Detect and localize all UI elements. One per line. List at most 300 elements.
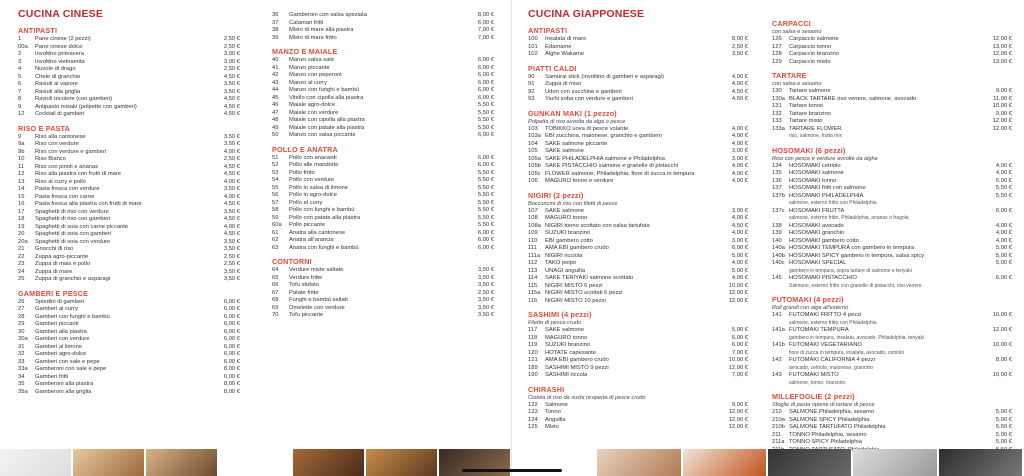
item-number: 139	[772, 230, 782, 236]
item-price: 3,50 €	[223, 186, 240, 192]
item-number: 40	[272, 57, 279, 63]
section-heading: CARPACCI	[772, 19, 812, 28]
item-name: SAKE salmone	[545, 148, 584, 154]
item-price: 4,50 €	[223, 111, 240, 117]
menu-item	[272, 110, 494, 118]
item-price: 12,00 €	[728, 409, 748, 415]
item-name: Tofu piccante	[289, 312, 324, 318]
item-name: Spaghetti di soia con verdure	[35, 238, 111, 245]
item-number: 13	[18, 178, 25, 185]
item-price: 12,00 €	[728, 364, 748, 371]
item-name: Chele di granchio	[35, 73, 81, 80]
item-price: 8,00 €	[731, 36, 748, 42]
item-name: HOSOMAKI gambero cotto	[789, 237, 859, 244]
item-name: NIGIRI MISTO scottati 6 pezzi	[545, 290, 623, 296]
item-number: 26	[18, 298, 25, 305]
food-photo	[146, 449, 217, 476]
item-name: Tartare misto	[789, 118, 823, 124]
menu-item	[528, 335, 748, 343]
item-name: NIGIRI ricciola	[545, 252, 583, 259]
menu-item	[528, 253, 748, 261]
section-heading: FUTOMAKI (4 pezzi)	[772, 295, 844, 304]
item-number: 21	[18, 246, 25, 252]
item-name: Patate fritte	[289, 289, 319, 296]
item-name: Ravioli tricolore (con gamberi)	[35, 96, 112, 102]
item-number: 141b	[772, 342, 785, 348]
item-number: 62	[272, 237, 279, 243]
item-number: 115	[528, 282, 538, 289]
item-number: 105b	[528, 163, 541, 169]
item-price: 4,00 €	[731, 260, 748, 266]
item-price: 3,50 €	[223, 246, 240, 252]
menu-item	[528, 126, 748, 134]
item-number: 50	[272, 132, 279, 138]
item-price: 4,00 €	[223, 148, 240, 155]
item-name: Carpaccio tonno	[789, 43, 832, 50]
item-name: Gamberi fritti	[35, 373, 69, 380]
item-price: 5,00 €	[995, 252, 1012, 259]
item-number: 125	[528, 424, 538, 430]
menu-item	[528, 44, 748, 52]
item-number: 102	[528, 51, 538, 57]
item-number: 9	[18, 103, 22, 110]
menu-item	[528, 327, 748, 335]
item-price: 4,00 €	[995, 222, 1012, 229]
menu-item	[772, 275, 1012, 283]
menu-item	[272, 27, 494, 35]
item-name: Maiale con verdure	[289, 109, 339, 116]
item-price: 5,50 €	[477, 169, 494, 176]
item-price: 5,50 €	[477, 184, 494, 191]
menu-item	[18, 224, 240, 232]
item-price: 4,50 €	[223, 216, 240, 222]
item-name: Pane cinese (2 pezzi)	[35, 36, 91, 42]
menu-item	[18, 141, 240, 149]
menu-item	[528, 89, 748, 97]
item-name: HOSOMAKI salmone	[789, 170, 844, 176]
menu-item	[18, 209, 240, 217]
item-name: Carpaccio branzino	[789, 51, 839, 57]
menu-item	[772, 409, 1012, 417]
item-number: 140a	[772, 245, 785, 251]
menu-item	[528, 215, 748, 223]
item-price: 6,00 €	[477, 154, 494, 161]
item-price: 6,00 €	[223, 358, 240, 365]
item-price: 12,00 €	[728, 297, 748, 304]
item-price: 9,00 €	[731, 401, 748, 408]
item-number: 103a	[528, 133, 541, 139]
menu-item	[18, 374, 240, 382]
item-number: 134	[772, 162, 782, 169]
item-price: 11,00 €	[993, 95, 1012, 102]
item-number: 141	[772, 312, 782, 318]
item-name: SALMONE SPICY Philadelphia	[789, 416, 870, 423]
menu-item	[528, 36, 748, 44]
item-name: Riso Bianco	[35, 156, 66, 162]
item-price: 7,00 €	[731, 372, 748, 378]
item-price: 5,50 €	[477, 177, 494, 183]
item-name: Involtino vietnamita	[35, 58, 85, 65]
item-name: Riso con verdure e gamberi	[35, 148, 107, 155]
menu-item	[18, 81, 240, 89]
item-price: 12,00 €	[992, 118, 1012, 124]
section-subtitle: Polpetta di riso avvolta da alga o pesce	[528, 118, 626, 125]
menu-item	[528, 260, 748, 268]
item-price: 5,50 €	[995, 424, 1012, 430]
item-number: 130	[772, 88, 782, 94]
item-name: HOSOMAKI PISTACCHIO	[789, 275, 857, 281]
item-price: 3,50 €	[223, 133, 240, 140]
item-number: 20	[18, 231, 25, 237]
item-name: Riso con verdure	[35, 141, 79, 147]
item-number: 211a	[772, 439, 785, 445]
item-name: Gamberi con sale e pepe	[35, 358, 100, 365]
item-name: Verdure fritte	[289, 274, 323, 281]
food-photo	[219, 449, 290, 476]
menu-item	[528, 96, 748, 104]
item-name: Zuppa di mare	[35, 268, 73, 275]
menu-item	[272, 162, 494, 170]
item-price: 4,00 €	[731, 275, 748, 281]
item-price: 4,00 €	[995, 230, 1012, 236]
item-number: 63	[272, 244, 279, 251]
food-photo	[73, 449, 144, 476]
item-number: 56	[272, 192, 279, 198]
menu-item	[272, 290, 494, 298]
item-number: 90	[528, 73, 535, 80]
item-price: 4,50 €	[223, 163, 240, 170]
item-price: 2,50 €	[223, 43, 240, 50]
item-price: 4,00 €	[223, 193, 240, 200]
item-price: 5,00 €	[995, 245, 1012, 251]
menu-item	[18, 44, 240, 52]
item-number: 211	[772, 431, 782, 438]
item-price: 7,00 €	[731, 349, 748, 356]
section-subtitle: con salsa e sesamo	[772, 81, 822, 87]
item-number: 70	[272, 312, 279, 318]
item-price: 3,50 €	[223, 276, 240, 282]
item-name: gambero in tempura, insalata, avocado, Philadelphia, teriyaki	[789, 334, 925, 341]
menu-item	[772, 372, 1012, 380]
item-number: 59	[272, 214, 279, 221]
item-number: 67	[272, 289, 279, 296]
section-subtitle: Riso con pesce e verdure avvolte da alghe	[772, 155, 878, 162]
item-price: 3,50 €	[477, 267, 494, 273]
item-number: 141a	[772, 327, 785, 333]
menu-item	[528, 74, 748, 82]
item-price: 6,00 €	[477, 79, 494, 86]
item-name: Pollo con anacardi	[289, 154, 337, 161]
item-number: 68	[272, 297, 279, 303]
item-name: Zuppa di granchio e asparagi	[35, 276, 111, 282]
section-heading: CONTORNI	[272, 257, 312, 266]
menu-item	[528, 156, 748, 164]
item-price: 9,00 €	[995, 110, 1012, 117]
item-name: salmone, esterno fritto con Philadelphia	[789, 319, 877, 326]
item-number: 12	[18, 171, 25, 177]
item-price: 5,50 €	[477, 124, 494, 131]
item-name: Pollo fritto	[289, 169, 315, 176]
item-name: HOSOMAKI FRUTTA	[789, 207, 845, 214]
item-number: 47	[272, 109, 279, 116]
menu-column-chinese-2	[272, 12, 494, 320]
menu-item	[272, 237, 494, 245]
item-number: 6	[18, 81, 22, 87]
item-name: Anatra con funghi e bambù	[289, 244, 359, 251]
item-number: 35a	[18, 388, 28, 395]
item-price: 6,00 €	[477, 162, 494, 168]
item-name: FUTOMAKI CALIFORNIA 4 pezzi	[789, 357, 875, 363]
item-price: 6,00 €	[477, 64, 494, 71]
item-number: 101	[528, 43, 538, 50]
item-price: 7,00 €	[477, 34, 494, 41]
item-price: 5,50 €	[477, 109, 494, 116]
item-name: Riso con pinoli e ananas	[35, 163, 99, 170]
item-price: 6,00 €	[477, 94, 494, 101]
menu-item	[772, 432, 1012, 440]
item-name: Pane cinese dolce	[35, 43, 83, 50]
item-price: 6,00 €	[223, 373, 240, 380]
menu-item	[272, 305, 494, 313]
menu-item	[18, 134, 240, 142]
menu-item	[18, 336, 240, 344]
menu-item	[18, 246, 240, 254]
item-number: 3	[18, 58, 22, 65]
item-number: 31	[18, 343, 25, 350]
item-price: 2,50 €	[223, 36, 240, 42]
item-name: Calamari fritti	[289, 19, 324, 26]
item-price: 12,00 €	[728, 424, 748, 430]
item-name: Tonno	[545, 409, 561, 415]
item-number: 36	[272, 12, 279, 18]
page-title: CUCINA CINESE	[18, 8, 104, 20]
menu-item	[272, 132, 494, 140]
item-name: SAKE salmone	[545, 207, 584, 214]
item-number: 127	[772, 43, 782, 50]
item-name: MAGURO tonno e verdure	[545, 178, 614, 184]
item-price: 10,00 €	[992, 312, 1012, 318]
item-number: 29	[18, 321, 25, 327]
menu-item	[18, 299, 240, 307]
item-name: Tartare branzino	[789, 110, 831, 117]
food-photo-strip	[0, 449, 512, 476]
section-heading: MILLEFOGLIE (2 pezzi)	[772, 392, 855, 401]
menu-column-chinese-1	[18, 8, 240, 396]
menu-item	[18, 171, 240, 179]
menu-item	[528, 283, 748, 291]
item-name: gambero in tempura, sopra tartare di salmone e teriyaki	[789, 267, 912, 274]
menu-item	[528, 275, 748, 283]
item-number: 42	[272, 72, 279, 78]
item-name: Spaghetti di soia con gamberi	[35, 231, 112, 237]
item-price: 10,00 €	[728, 282, 748, 289]
item-name: AMA EBI gambero crudo	[545, 245, 609, 251]
menu-item	[272, 20, 494, 28]
item-number: 140b	[772, 252, 785, 259]
menu-item	[18, 74, 240, 82]
item-name: Ravioli al vapore	[35, 81, 78, 87]
item-number: 43	[272, 79, 279, 86]
item-number: 69	[272, 304, 279, 311]
item-price: 4,50 €	[223, 73, 240, 80]
food-photo-strip	[512, 449, 1024, 476]
item-price: 8,00 €	[223, 366, 240, 372]
menu-item	[18, 216, 240, 224]
menu-item	[18, 149, 240, 157]
item-number: 189	[528, 364, 538, 371]
item-number: 58	[272, 207, 279, 213]
item-name: Pasta fresca con carne	[35, 193, 95, 200]
item-price: 3,50 €	[477, 304, 494, 311]
menu-item	[272, 215, 494, 223]
menu-item	[772, 170, 1012, 178]
item-number: 45	[272, 94, 279, 101]
item-number: 210a	[772, 416, 785, 423]
menu-item	[18, 111, 240, 119]
item-price: 6,00 €	[477, 237, 494, 243]
menu-item	[272, 95, 494, 103]
item-number: 115a	[528, 290, 541, 296]
item-number: 37	[272, 19, 279, 26]
menu-item	[528, 171, 748, 179]
item-name: Pasta fresca alla piastra con frutti di mare	[35, 201, 142, 207]
item-price: 4,00 €	[731, 125, 748, 132]
item-price: 3,50 €	[477, 282, 494, 288]
menu-item	[528, 245, 748, 253]
menu-item	[528, 230, 748, 238]
item-name: Alghe Wakame	[545, 51, 585, 57]
item-number: 66	[272, 282, 279, 288]
item-name: TONNO Philadelphia, sesamo	[789, 431, 867, 438]
item-name: SUZUKI branzino	[545, 230, 591, 236]
item-name: SAKE TERIYAKI salmone scottato	[545, 275, 634, 281]
item-number: 123	[528, 409, 538, 415]
item-number: 55	[272, 184, 279, 191]
menu-item-description	[772, 268, 1012, 276]
item-price: 5,50 €	[477, 199, 494, 206]
section-heading: PIATTI CALDI	[528, 63, 577, 73]
item-name: fiore di zucca in tempura, insalata, avocado, cetriolo	[789, 349, 905, 356]
item-price: 4,50 €	[223, 201, 240, 207]
menu-column-japanese-1	[528, 8, 748, 432]
item-number: 133	[772, 118, 782, 124]
item-price: 6,00 €	[223, 343, 240, 350]
item-name: Gnocchi di riso	[35, 246, 74, 252]
item-name: Verdure miste saltate	[289, 267, 344, 273]
item-number: 38	[272, 27, 279, 33]
item-price: 12,00 €	[728, 416, 748, 423]
item-price: 5,50 €	[995, 185, 1012, 191]
item-price: 4,00 €	[731, 230, 748, 236]
item-name: Manzo con funghi e bambù	[289, 87, 359, 93]
item-number: 1	[18, 36, 22, 42]
item-name: salmone, esterno fritto, Philadelphia, ananas o fragola	[789, 215, 909, 221]
menu-item	[528, 372, 748, 380]
item-name: Yachi soba con verdure e gamberi	[545, 96, 633, 102]
section-heading: ANTIPASTI	[528, 26, 568, 35]
item-name: TOBIKKO uova di pesce volante	[545, 125, 629, 132]
horizontal-scrollbar[interactable]	[462, 469, 562, 472]
item-number: 132	[772, 110, 782, 117]
item-name: Pollo in salsa di limone	[289, 184, 348, 191]
item-price: 5,50 €	[477, 117, 494, 123]
item-number: 133a	[772, 125, 785, 132]
item-price: 5,00 €	[731, 267, 748, 274]
item-number: 131	[772, 103, 782, 109]
item-number: 19	[18, 223, 25, 230]
menu-item-description	[772, 215, 1012, 223]
item-name: NIGIRI MISTO 6 pezzi	[545, 282, 603, 289]
menu-item	[272, 267, 494, 275]
item-name: HOSOMAKI SPECIAL	[789, 260, 847, 266]
item-number: 52	[272, 162, 279, 168]
menu-item	[272, 87, 494, 95]
item-name: Samurai stick (involtino di gamberi e asparagi)	[545, 73, 664, 80]
item-number: 41	[272, 64, 279, 71]
food-photo	[683, 449, 766, 476]
item-number: 137b	[772, 192, 785, 199]
item-number: 145	[772, 275, 782, 281]
item-name: NIGIRI tonno scottato con salsa tartufata	[545, 222, 650, 229]
item-price: 5,00 €	[995, 177, 1012, 184]
item-name: Spaghetti di riso con verdure	[35, 208, 109, 215]
item-number: 33	[18, 358, 25, 365]
section-heading: NIGIRI (2 pezzi)	[528, 190, 584, 200]
menu-item	[18, 344, 240, 352]
item-price: 10,00 €	[992, 103, 1012, 109]
menu-item	[272, 192, 494, 200]
menu-item	[772, 357, 1012, 365]
item-name: FUTOMAKI FRITTO 4 pezzi	[789, 312, 862, 318]
menu-item-description	[772, 335, 1012, 343]
item-price: 5,50 €	[477, 214, 494, 221]
item-number: 109	[528, 230, 538, 236]
item-number: 46	[272, 102, 279, 108]
item-number: 18	[18, 216, 25, 222]
section-heading: CHIRASHI	[528, 384, 565, 394]
menu-item	[272, 207, 494, 215]
menu-item	[772, 230, 1012, 238]
item-price: 5,00 €	[731, 252, 748, 259]
menu-item	[18, 261, 240, 269]
menu-item	[18, 366, 240, 374]
item-price: 3,00 €	[731, 207, 748, 214]
item-price: 6,00 €	[477, 132, 494, 138]
item-name: Pollo con verdure	[289, 177, 335, 183]
item-name: Gamberoni con sale e pepe	[35, 366, 107, 372]
food-photo	[597, 449, 680, 476]
item-number: 9	[18, 133, 22, 140]
item-name: Tartare salmone	[789, 88, 831, 94]
item-name: Maiale agro-dolce	[289, 102, 336, 108]
item-name: Nuvole di drago	[35, 66, 76, 72]
section-heading: GUNKAN MAKI (1 pezzo)	[528, 108, 617, 118]
item-price: 5,00 €	[995, 409, 1012, 415]
item-price: 2,50 €	[477, 289, 494, 296]
item-name: FUTOMAKI TEMPURA	[789, 327, 849, 333]
item-number: 140c	[772, 260, 785, 266]
food-photo	[293, 449, 364, 476]
item-number: 106	[528, 178, 538, 184]
item-name: AMA EBI gambero crudo	[545, 357, 609, 363]
item-price: 3,50 €	[223, 238, 240, 245]
item-number: 4	[18, 66, 22, 72]
item-price: 6,00 €	[995, 207, 1012, 214]
item-number: 51	[272, 154, 279, 161]
item-name: SALMONE TARTUFATO Philadelphia	[789, 424, 886, 430]
menu-item	[772, 96, 1012, 104]
item-name: TARTARE FLOWER	[789, 125, 842, 132]
